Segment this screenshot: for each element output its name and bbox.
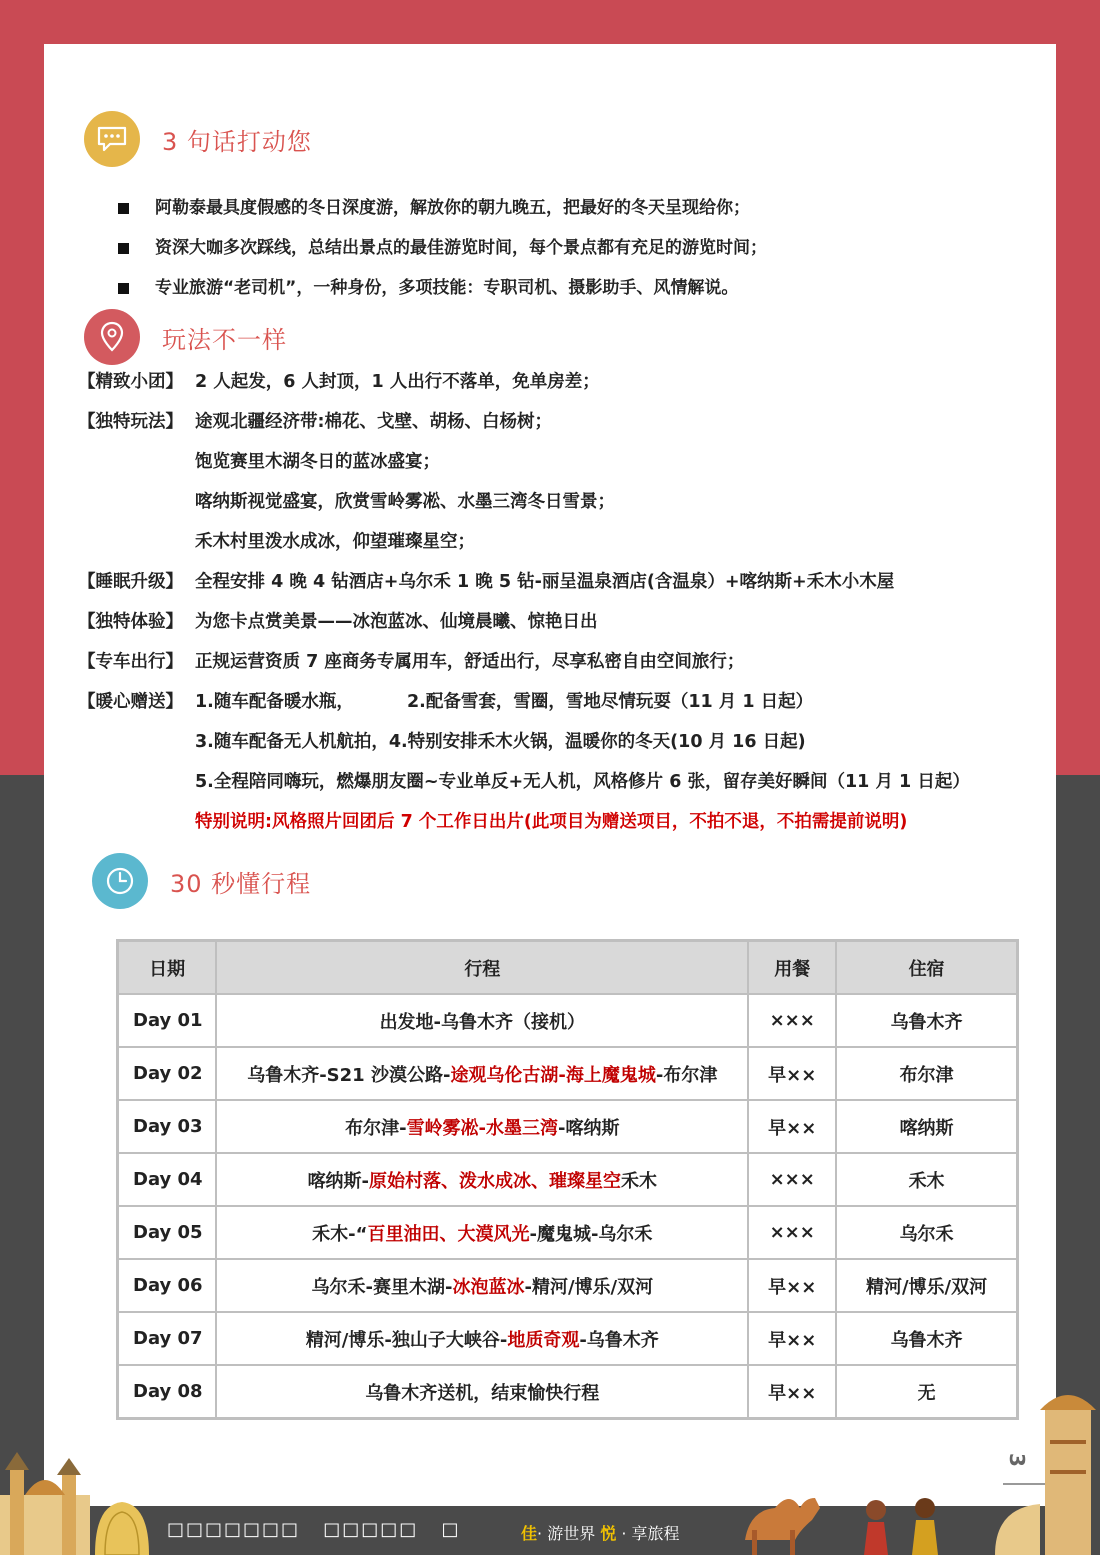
highlights-list — [118, 188, 767, 308]
table-row — [118, 1100, 1018, 1153]
hotel-cell: 精河/博乐/双河 — [836, 1259, 1017, 1312]
hotel-cell: 乌鲁木齐 — [836, 994, 1017, 1047]
feature-text: 途观北疆经济带:棉花、戈壁、胡杨、白杨树； — [195, 412, 552, 432]
day-cell: Day 05 — [118, 1206, 217, 1259]
mosque-left-illustration — [0, 1452, 90, 1555]
special-note: 特别说明:风格照片回团后 7 个工作日出片(此项目为赠送项目，不拍不退，不拍需提前说明) — [195, 812, 908, 832]
feature-text: 2 人起发，6 人封顶，1 人出行不落单，免单房差； — [195, 372, 600, 392]
route-text: 布尔津- — [345, 1117, 407, 1139]
route-highlight: 途观乌伦古湖-海上魔鬼城 — [450, 1064, 656, 1086]
camel-illustration — [745, 1498, 820, 1555]
route-highlight: 百里油田、大漠风光 — [367, 1223, 530, 1245]
route-text: 禾木 — [621, 1170, 658, 1192]
column-header: 住宿 — [836, 941, 1017, 995]
meal-cell: ××× — [748, 1206, 836, 1259]
meal-cell: 早×× — [748, 1365, 836, 1419]
table-row — [118, 1206, 1018, 1259]
dome-illustration — [95, 1502, 149, 1555]
tower-illustration — [995, 1395, 1096, 1555]
route-text: 禾木-“ — [312, 1223, 368, 1245]
feature-tag: 【暖心赠送】 — [78, 692, 183, 712]
bullet-text: 阿勒泰最具度假感的冬日深度游，解放你的朝九晚五，把最好的冬天呈现给你； — [155, 198, 750, 218]
route-cell — [216, 1100, 748, 1153]
bullet-text: 专业旅游“老司机”，一种身份，多项技能：专职司机、摄影助手、风情解说。 — [155, 278, 739, 298]
meal-cell: ××× — [748, 994, 836, 1047]
feature-row — [78, 602, 970, 642]
day-cell: Day 06 — [118, 1259, 217, 1312]
table-row — [118, 1153, 1018, 1206]
slogan-accent: 悦 — [600, 1524, 617, 1543]
bullet-text: 资深大咖多次踩线，总结出景点的最佳游览时间，每个景点都有充足的游览时间； — [155, 238, 767, 258]
footer-text: □□□□□□□ — [167, 1519, 301, 1540]
route-highlight: 原始村落、泼水成冰、璀璨星空 — [369, 1170, 622, 1192]
feature-tag: 【精致小团】 — [78, 372, 183, 392]
hotel-cell: 禾木 — [836, 1153, 1017, 1206]
route-text: -精河/博乐/双河 — [524, 1276, 654, 1298]
feature-row — [78, 642, 970, 682]
route-cell — [216, 1312, 748, 1365]
bullet-square-icon — [118, 203, 129, 214]
route-text: -乌鲁木齐 — [579, 1329, 659, 1351]
feature-text: 为您卡点赏美景——冰泡蓝冰、仙境晨曦、惊艳日出 — [195, 612, 598, 632]
route-text: 乌鲁木齐送机，结束愉快行程 — [365, 1382, 600, 1404]
hotel-cell: 无 — [836, 1365, 1017, 1419]
column-header: 日期 — [118, 941, 217, 995]
route-cell — [216, 1206, 748, 1259]
table-row — [118, 1047, 1018, 1100]
route-text: -喀纳斯 — [558, 1117, 620, 1139]
feature-text: 5.全程陪同嗨玩，燃爆朋友圈~专业单反+无人机，风格修片 6 张，留存美好瞬间（11 月 1 日起） — [195, 772, 970, 792]
footer-text: □□□□□ — [323, 1519, 419, 1540]
chat-bubble-icon — [84, 111, 140, 167]
hotel-cell: 布尔津 — [836, 1047, 1017, 1100]
slogan-text: · 游世界 — [537, 1524, 601, 1543]
table-header-row — [118, 941, 1018, 995]
footer-text-boxes — [167, 1519, 460, 1540]
route-cell — [216, 994, 748, 1047]
meal-cell: 早×× — [748, 1259, 836, 1312]
day-cell: Day 04 — [118, 1153, 217, 1206]
section-1-header — [84, 111, 312, 167]
column-header: 用餐 — [748, 941, 836, 995]
feature-text: 3.随车配备无人机航拍，4.特别安排禾木火锅，温暖你的冬天(10 月 16 日起) — [195, 732, 806, 752]
day-cell: Day 03 — [118, 1100, 217, 1153]
list-item — [118, 268, 767, 308]
route-text: 出发地-乌鲁木齐（接机） — [379, 1011, 586, 1033]
route-text: -布尔津 — [655, 1064, 718, 1086]
meal-cell: ××× — [748, 1153, 836, 1206]
section-title: 3 句话打动您 — [162, 127, 312, 156]
route-text: -魔鬼城-乌尔禾 — [529, 1223, 653, 1245]
route-text: 乌尔禾-赛里木湖- — [311, 1276, 453, 1298]
section-title: 30 秒懂行程 — [170, 869, 312, 898]
feature-text: 禾木村里泼水成冰，仰望璀璨星空； — [195, 532, 475, 552]
features-block — [78, 362, 970, 842]
feature-tag: 【睡眠升级】 — [78, 572, 183, 592]
route-highlight: 地质奇观 — [507, 1329, 580, 1351]
section-3-header — [92, 853, 311, 909]
section-2-header — [84, 309, 287, 365]
route-highlight: 雪岭雾凇-水墨三湾 — [406, 1117, 559, 1139]
column-header: 行程 — [216, 941, 748, 995]
meal-cell: 早×× — [748, 1312, 836, 1365]
feature-row — [78, 402, 970, 442]
list-item — [118, 228, 767, 268]
itinerary-table — [116, 939, 1019, 1420]
table-row — [118, 1259, 1018, 1312]
feature-text: 饱览赛里木湖冬日的蓝冰盛宴； — [195, 452, 440, 472]
bullet-square-icon — [118, 283, 129, 294]
feature-row — [78, 362, 970, 402]
route-cell — [216, 1047, 748, 1100]
location-pin-icon — [84, 309, 140, 365]
feature-text: 2.配备雪套，雪圈，雪地尽情玩耍（11 月 1 日起） — [407, 692, 814, 712]
footer-text: □ — [441, 1519, 461, 1540]
slogan-accent: 佳 — [521, 1524, 538, 1543]
feature-tag: 【专车出行】 — [78, 652, 183, 672]
meal-cell: 早×× — [748, 1047, 836, 1100]
route-cell — [216, 1259, 748, 1312]
footer-slogan — [521, 1521, 680, 1544]
feature-tag: 【独特玩法】 — [78, 412, 183, 432]
day-cell: Day 07 — [118, 1312, 217, 1365]
hotel-cell: 乌尔禾 — [836, 1206, 1017, 1259]
route-text: 乌鲁木齐-S21 沙漠公路- — [247, 1064, 451, 1086]
list-item — [118, 188, 767, 228]
table-row — [118, 994, 1018, 1047]
day-cell: Day 01 — [118, 994, 217, 1047]
bullet-square-icon — [118, 243, 129, 254]
feature-text: 喀纳斯视觉盛宴，欣赏雪岭雾凇、水墨三湾冬日雪景； — [195, 492, 615, 512]
feature-text: 全程安排 4 晚 4 钻酒店+乌尔禾 1 晚 5 钻-丽呈温泉酒店(含温泉）+喀纳斯+禾木小木屋 — [195, 572, 895, 592]
day-cell: Day 08 — [118, 1365, 217, 1419]
clock-icon — [92, 853, 148, 909]
meal-cell: 早×× — [748, 1100, 836, 1153]
day-cell: Day 02 — [118, 1047, 217, 1100]
section-title: 玩法不一样 — [162, 325, 287, 354]
route-text: 喀纳斯- — [307, 1170, 370, 1192]
table-row — [118, 1312, 1018, 1365]
feature-row — [78, 562, 970, 602]
route-text: 精河/博乐-独山子大峡谷- — [305, 1329, 508, 1351]
feature-row — [78, 682, 970, 722]
route-highlight: 冰泡蓝冰 — [452, 1276, 525, 1298]
dancer-illustration — [864, 1498, 938, 1555]
feature-text: 正规运营资质 7 座商务专属用车，舒适出行，尽享私密自由空间旅行； — [195, 652, 745, 672]
hotel-cell: 乌鲁木齐 — [836, 1312, 1017, 1365]
feature-tag: 【独特体验】 — [78, 612, 183, 632]
hotel-cell: 喀纳斯 — [836, 1100, 1017, 1153]
page-number: 3 — [1004, 1453, 1029, 1467]
route-cell — [216, 1153, 748, 1206]
slogan-text: · 享旅程 — [616, 1524, 680, 1543]
feature-text: 1.随车配备暖水瓶， — [195, 692, 354, 712]
